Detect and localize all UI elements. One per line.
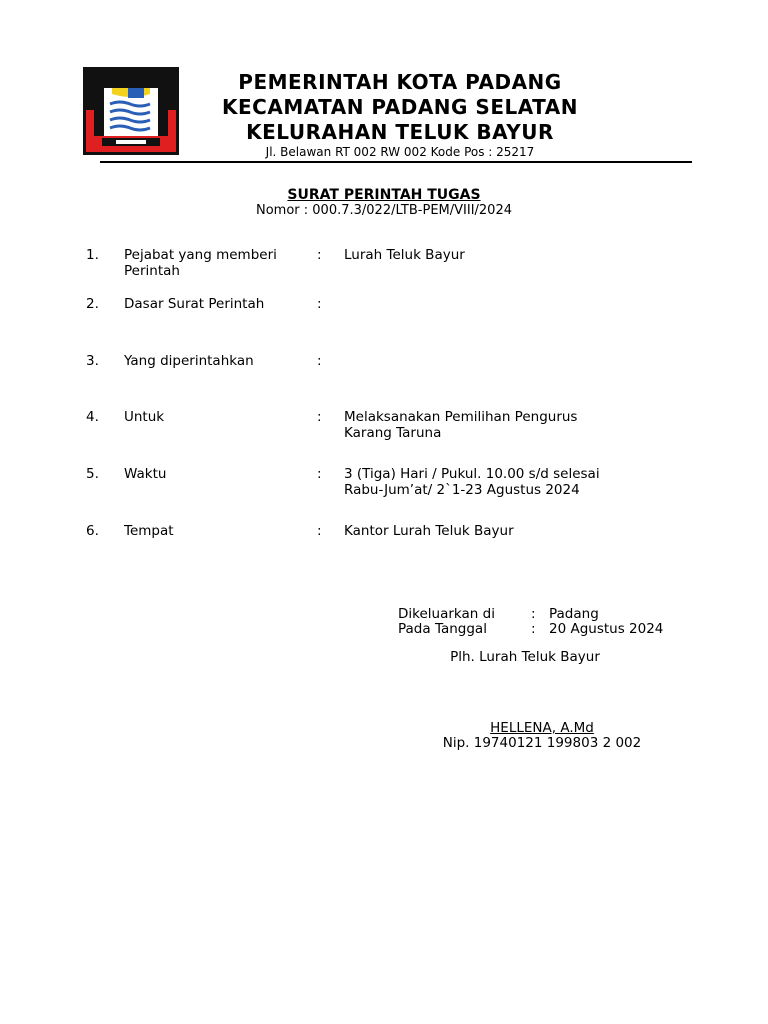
issue-date-colon: : <box>531 621 536 637</box>
letterhead-divider <box>100 161 692 163</box>
item-1-number: 1. <box>86 247 99 263</box>
document-title <box>0 187 768 203</box>
item-4-label: Untuk <box>124 409 165 425</box>
letterhead-line-2: KECAMATAN PADANG SELATAN <box>222 95 578 119</box>
signer-nip: Nip. 19740121 199803 2 002 <box>442 735 642 751</box>
letterhead-line-1: PEMERINTAH KOTA PADANG <box>238 70 562 94</box>
item-3-number: 3. <box>86 353 99 369</box>
document-title-text: SURAT PERINTAH TUGAS <box>287 187 481 203</box>
item-3-label: Yang diperintahkan <box>124 353 254 369</box>
issue-date-value: 20 Agustus 2024 <box>549 621 664 637</box>
item-5-value-line-1: 3 (Tiga) Hari / Pukul. 10.00 s/d selesai <box>344 466 600 482</box>
item-5-label: Waktu <box>124 466 167 482</box>
item-2-colon: : <box>317 296 322 312</box>
item-6-value: Kantor Lurah Teluk Bayur <box>344 523 514 539</box>
item-5-number: 5. <box>86 466 99 482</box>
letterhead-line-3: KELURAHAN TELUK BAYUR <box>246 120 554 144</box>
issue-date-label: Pada Tanggal <box>398 621 487 637</box>
item-4-number: 4. <box>86 409 99 425</box>
letterhead-address: Jl. Belawan RT 002 RW 002 Kode Pos : 25217 <box>265 145 535 159</box>
item-5-colon: : <box>317 466 322 482</box>
signer-name: HELLENA, A.Md <box>490 720 594 736</box>
issued-at-value: Padang <box>549 606 599 622</box>
item-3-colon: : <box>317 353 322 369</box>
item-5-value-line-2: Rabu-Jum’at/ 2`1-23 Agustus 2024 <box>344 482 580 498</box>
issued-at-colon: : <box>531 606 536 622</box>
item-4-colon: : <box>317 409 322 425</box>
item-6-number: 6. <box>86 523 99 539</box>
signer-position: Plh. Lurah Teluk Bayur <box>450 649 600 665</box>
item-1-value: Lurah Teluk Bayur <box>344 247 465 263</box>
document-number: Nomor : 000.7.3/022/LTB-PEM/VIII/2024 <box>256 203 512 218</box>
item-1-colon: : <box>317 247 322 263</box>
item-2-label: Dasar Surat Perintah <box>124 296 265 312</box>
item-4-value: Melaksanakan Pemilihan Pengurus Karang Taruna <box>344 409 578 441</box>
item-1-label: Pejabat yang memberi Perintah <box>124 247 277 279</box>
item-6-colon: : <box>317 523 322 539</box>
item-6-label: Tempat <box>124 523 174 539</box>
item-2-number: 2. <box>86 296 99 312</box>
issued-at-label: Dikeluarkan di <box>398 606 495 622</box>
